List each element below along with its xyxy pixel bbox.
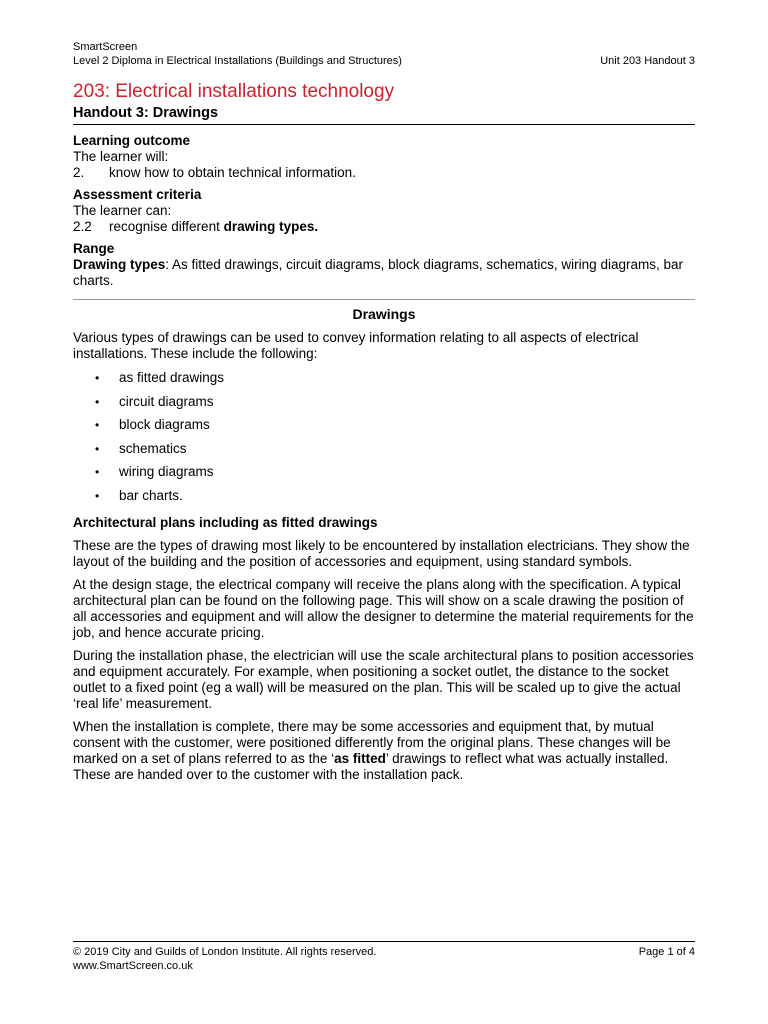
list-item xyxy=(73,394,695,418)
assessment-number: 2.2 xyxy=(73,219,92,234)
arch-p4-before: When the installation is complete, there may be some accessories and equipment that, by mutual consent with the customer, were positioned differently from the original plans. These changes will be marked on a set of plans referred to as the ‘ xyxy=(73,719,671,766)
footer-website: www.SmartScreen.co.uk xyxy=(73,960,193,972)
page-header xyxy=(73,40,695,68)
bullet-icon: • xyxy=(95,418,100,432)
header-row xyxy=(73,54,695,68)
list-item xyxy=(73,370,695,394)
assessment-text-prefix: recognise different xyxy=(109,219,224,234)
arch-paragraph-4 xyxy=(73,719,695,783)
assessment-text-bold: drawing types. xyxy=(223,219,319,234)
assessment-intro: The learner can: xyxy=(73,203,172,218)
arch-paragraph-2: At the design stage, the electrical company will receive the plans along with the specification. A typical architectural plan can be found on the following page. This will show on a scale drawing the position of all accessories and equipment and will allow the designer to determine the material requirements for the job, and hence accurate pricing. xyxy=(73,577,694,640)
drawings-heading: Drawings xyxy=(352,306,416,322)
learning-outcome-heading: Learning outcome xyxy=(73,133,191,148)
drawings-intro: Various types of drawings can be used to convey information relating to all aspects of electrical installations. These include the following: xyxy=(73,330,639,361)
learning-outcome-intro: The learner will: xyxy=(73,149,169,164)
range-label: Drawing types xyxy=(73,257,166,272)
bullet-icon: • xyxy=(95,465,100,479)
learning-outcome-item xyxy=(73,165,695,181)
learning-outcome-text: know how to obtain technical information. xyxy=(109,165,356,180)
header-org: SmartScreen xyxy=(73,41,138,53)
drawing-types-list xyxy=(73,370,695,511)
list-item-text: circuit diagrams xyxy=(119,393,214,409)
assessment-item xyxy=(73,219,695,235)
list-item xyxy=(73,441,695,465)
bullet-icon: • xyxy=(95,394,100,409)
list-item xyxy=(73,417,695,441)
footer-row xyxy=(73,945,695,959)
learning-outcome-number: 2. xyxy=(73,165,85,180)
list-item-text: wiring diagrams xyxy=(119,464,214,479)
bullet-icon: • xyxy=(95,488,100,503)
footer-copyright: © 2019 City and Guilds of London Institute. All rights reserved. xyxy=(73,946,377,958)
range-heading: Range xyxy=(73,241,115,256)
bullet-icon: • xyxy=(95,371,100,385)
header-course: Level 2 Diploma in Electrical Installations (Buildings and Structures) xyxy=(73,55,402,67)
range-text xyxy=(73,257,695,289)
list-item-text: block diagrams xyxy=(119,417,210,432)
list-item xyxy=(73,488,695,512)
handout-title: Handout 3: Drawings xyxy=(73,104,695,125)
list-item-text: bar charts. xyxy=(119,487,183,503)
arch-p4-after: ’ drawings to reflect what was actually installed. These are handed over to the customer with the installation pack. xyxy=(73,751,669,782)
list-item xyxy=(73,464,695,488)
main-content xyxy=(73,80,695,790)
bullet-icon: • xyxy=(95,441,100,456)
arch-paragraph-1: These are the types of drawing most likely to be encountered by installation electricians. They show the layout of the building and the position of accessories and equipment, using standard symbols. xyxy=(73,538,690,569)
assessment-heading: Assessment criteria xyxy=(73,187,202,202)
range-body: : As fitted drawings, circuit diagrams, block diagrams, schematics, wiring diagrams, bar charts. xyxy=(73,257,683,288)
footer-page-number: Page 1 of 4 xyxy=(638,946,695,958)
header-handout-ref: Unit 203 Handout 3 xyxy=(600,55,695,67)
arch-heading: Architectural plans including as fitted drawings xyxy=(73,515,378,530)
unit-title: 203: Electrical installations technology xyxy=(73,81,395,102)
page-footer xyxy=(73,941,695,973)
list-item-text: schematics xyxy=(119,440,187,456)
arch-p4-bold: as fitted xyxy=(334,751,386,766)
arch-paragraph-3: During the installation phase, the electrician will use the scale architectural plans to position accessories and equipment accurately. For example, when positioning a socket outlet, the distance to the socket outlet to a fixed point (eg a wall) will be measured on the plan. This will be scaled up to give the actual ‘real life’ measurement. xyxy=(73,648,694,711)
section-divider xyxy=(73,299,695,300)
list-item-text: as fitted drawings xyxy=(119,370,225,385)
assessment-text xyxy=(109,219,318,235)
